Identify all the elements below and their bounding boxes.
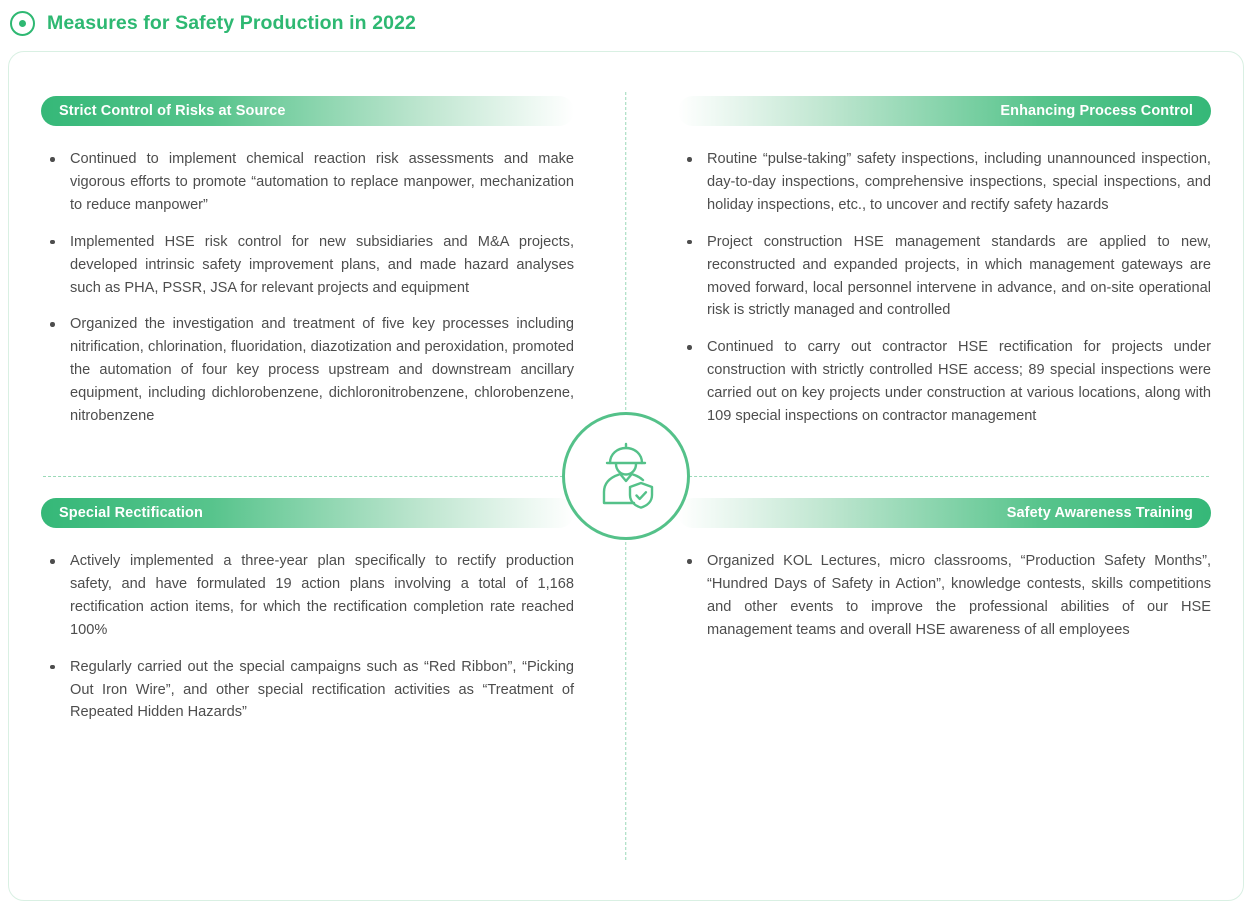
measures-card [8, 51, 1244, 901]
list-item: Continued to carry out contractor HSE rectification for projects under construction with strictly controlled HSE access; 89 special inspections were carried out on key projects under construction at various locations, along with 109 special inspections on contractor management [678, 336, 1211, 428]
section-strict-control-of-risks-at-source [9, 52, 626, 476]
list-item: Regularly carried out the special campaigns such as “Red Ribbon”, “Picking Out Iron Wire”, and other special rectification activities as “Treatment of Repeated Hidden Hazards” [41, 656, 574, 725]
page-title: Measures for Safety Production in 2022 [47, 11, 416, 34]
page-header [0, 0, 1252, 38]
safety-worker-shield-icon [562, 412, 690, 540]
section-safety-awareness-training [626, 476, 1243, 900]
section-special-rectification [9, 476, 626, 900]
section-points-strict-control [41, 148, 574, 428]
section-points-special-rectification [41, 550, 574, 724]
section-title-strict-control: Strict Control of Risks at Source [41, 96, 574, 126]
list-item: Actively implemented a three-year plan specifically to rectify production safety, and have formulated 19 action plans involving a total of 1,168 rectification action items, for which the rectification completion rate reached 100% [41, 550, 574, 642]
section-title-special-rectification: Special Rectification [41, 498, 574, 528]
target-circle-icon [10, 11, 35, 36]
list-item: Routine “pulse-taking” safety inspections, including unannounced inspection, day-to-day inspections, comprehensive inspections, special inspections, and holiday inspections, etc., to uncover and rectify safety hazards [678, 148, 1211, 217]
list-item: Continued to implement chemical reaction risk assessments and make vigorous efforts to promote “automation to replace manpower, mechanization to reduce manpower” [41, 148, 574, 217]
section-points-safety-awareness-training [678, 550, 1211, 642]
list-item: Project construction HSE management standards are applied to new, reconstructed and expanded projects, in which management gateways are moved forward, local personnel intervene in advance, and on-site operational risk is strictly managed and controlled [678, 231, 1211, 323]
list-item: Organized KOL Lectures, micro classrooms, “Production Safety Months”, “Hundred Days of Safety in Action”, knowledge contests, skills competitions and other events to improve the professional abilities of our HSE management teams and overall HSE awareness of all employees [678, 550, 1211, 642]
section-enhancing-process-control [626, 52, 1243, 476]
list-item: Implemented HSE risk control for new subsidiaries and M&A projects, developed intrinsic safety improvement plans, and made hazard analyses such as PHA, PSSR, JSA for relevant projects and equipment [41, 231, 574, 300]
section-points-enhancing-process-control [678, 148, 1211, 428]
section-title-safety-awareness-training: Safety Awareness Training [678, 498, 1211, 528]
section-title-enhancing-process-control: Enhancing Process Control [678, 96, 1211, 126]
list-item: Organized the investigation and treatment of five key processes including nitrification, chlorination, fluoridation, diazotization and peroxidation, promoted the automation of four key process upstream and downstream ancillary equipment, including dichlorobenzene, dichloronitrobenzene, chlorobenzene, nitrobenzene [41, 313, 574, 428]
